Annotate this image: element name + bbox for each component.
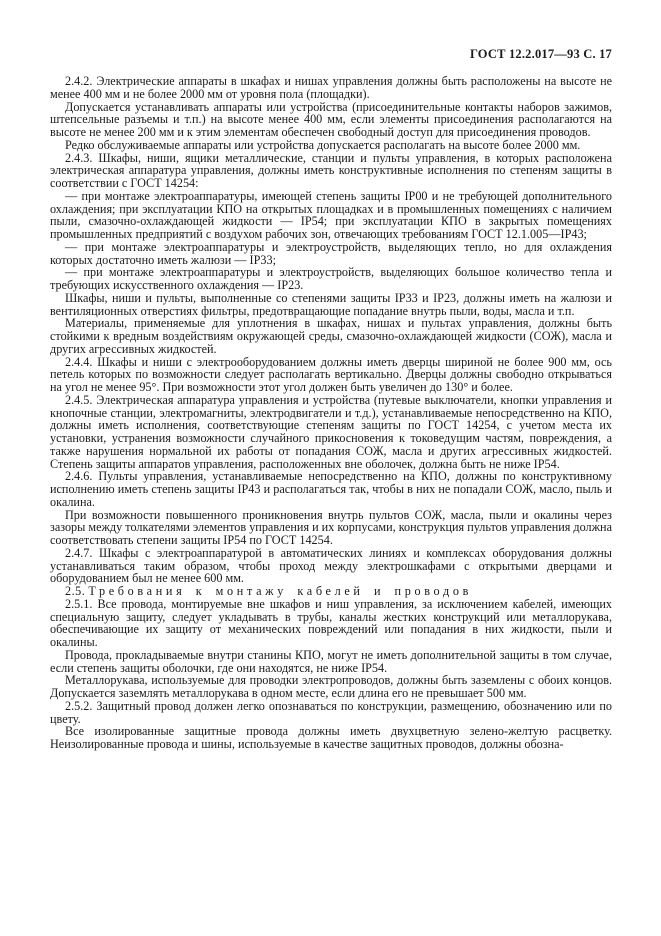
list-item-dash: — при монтаже электроаппаратуры и электроустройств, выделяющих большое количество тепла и требующих искусственного охлаждения — IP23. — [50, 265, 612, 292]
paragraph: Допускается устанавливать аппараты или устройства (присоединительные контакты наборов зажимов, штепсельные разъемы и т.п.) на высоте менее 400 мм, если элементы присоединения располагаются на высоте не менее 200 мм и к этим элементам обеспечен свободный доступ для присоединения проводов. — [50, 99, 612, 139]
paragraph: Провода, прокладываемые внутри станины КПО, могут не иметь дополнительной защиты в том случае, если степень защиты оболочки, где они находятся, не ниже IP54. — [50, 647, 612, 675]
section-title: Требования к монтажу кабелей и проводов — [88, 584, 472, 598]
paragraph: Редко обслуживаемые аппараты или устройства допускается располагать на высоте более 2000 мм. — [65, 137, 581, 152]
paragraph: 2.4.6. Пульты управления, устанавливаемые непосредственно на КПО, должны по конструктивному исполнению иметь степень защиты IP43 и располагаться так, чтобы в них не попадали СОЖ, масло, пыль и окалина. — [50, 469, 612, 509]
list-item-dash: — при монтаже электроаппаратуры, имеющей степень защиты IP00 и не требующей дополнительного охлаждения; при эксплуатации КПО на открытых площадках и в промышленных помещениях с наличием пыли, смазочно-охлаждающей жидкости — IP54; при эксплуатации КПО в закрытых помещениях промышленных предприятий с воздухом рабочих зон, отвечающих требованиям ГОСТ 12.1.005—IP43; — [50, 188, 612, 241]
page-header: ГОСТ 12.2.017—93 С. 17 — [469, 47, 612, 61]
paragraph: Шкафы, ниши и пульты, выполненные со степенями защиты IP33 и IP23, должны иметь на жалюзи и вентиляционных отверстиях фильтры, предотвращающие попадание внутрь пыли, воды, масла и т.п. — [50, 290, 612, 318]
paragraph: 2.4.5. Электрическая аппаратура управления и устройства (путевые выключатели, кнопки управления и кнопочные станции, электромагниты, электродвигатели и т.д.), устанавливаемые непосредственно на КПО, должны иметь исполнения, соответствующие степеням защиты по ГОСТ 14254, с учетом места их установки, устранения возможности случайного прикосновения к токоведущим частям, повреждения, а также нарушения нормальной их работы от попадания СОЖ, масла и других агрессивных жидкостей. Степень защиты аппаратов управления, расположенных вне оболочек, должна быть не ниже IP54. — [50, 392, 612, 471]
section-number: 2.5. — [65, 584, 86, 598]
paragraph: Металлорукава, используемые для проводки электропроводов, должны быть заземлены с обоих концов. Допускается заземлять металлорукава в одном месте, если длина его не превышает 500 мм. — [50, 673, 612, 700]
paragraph: Материалы, применяемые для уплотнения в шкафах, нишах и пультах управления, должны быть стойкими к вредным воздействиям окружающей среды, смазочно-охлаждающей жидкости (СОЖ), масла и других агрессивных жидкостей. — [50, 316, 612, 356]
paragraph: 2.4.2. Электрические аппараты в шкафах и нишах управления должны быть расположены на высоте не менее 400 мм и не более 2000 мм от уровня пола (площадки). — [50, 74, 612, 101]
list-item-dash: — при монтаже электроаппаратуры и электроустройств, выделяющих тепло, но для охлаждения которых достаточно иметь жалюзи — IP33; — [50, 239, 612, 267]
paragraph: 2.5.1. Все провода, монтируемые вне шкафов и ниш управления, за исключением кабелей, имеющих специальную защиту, следует укладывать в трубы, каналы жестких конструкций или металлорукава, обеспечивающие их защиту от механических повреждений или попадания в них жидкости, пыли и окалины. — [50, 596, 612, 649]
section-heading — [50, 585, 612, 598]
paragraph: При возможности повышенного проникновения внутрь пультов СОЖ, масла, пыли и окалины через зазоры между толкателями элементов управления и их корпусами, конструкция пультов управления должна соответствовать степени защиты IP54 по ГОСТ 14254. — [50, 507, 612, 547]
paragraph: 2.5.2. Защитный провод должен легко опознаваться по конструкции, размещению, обозначению или по цвету. — [50, 698, 612, 726]
paragraph: 2.4.7. Шкафы с электроаппаратурой в автоматических линиях и комплексах оборудования должны устанавливаться таким образом, чтобы проход между электрошкафами с открытыми дверцами и оборудованием был не менее 600 мм. — [50, 545, 612, 586]
document-body — [50, 75, 612, 751]
paragraph: Все изолированные защитные провода должны иметь двухцветную зелено-желтую расцветку. Неизолированные провода и шины, используемые в качестве защитных проводов, должны обозна- — [50, 724, 612, 751]
paragraph: 2.4.4. Шкафы и ниши с электрооборудованием должны иметь дверцы шириной не более 900 мм, ось петель которых по возможности следует располагать вертикально. Дверцы должны свободно открываться на угол не менее 95°. При возможности этот угол должен быть увеличен до 130° и более. — [50, 354, 612, 394]
paragraph: 2.4.3. Шкафы, ниши, ящики металлические, станции и пульты управления, в которых расположена электрическая аппаратура управления, должны иметь конструктивные исполнения по степеням защиты в соответствии с ГОСТ 14254: — [50, 150, 612, 190]
